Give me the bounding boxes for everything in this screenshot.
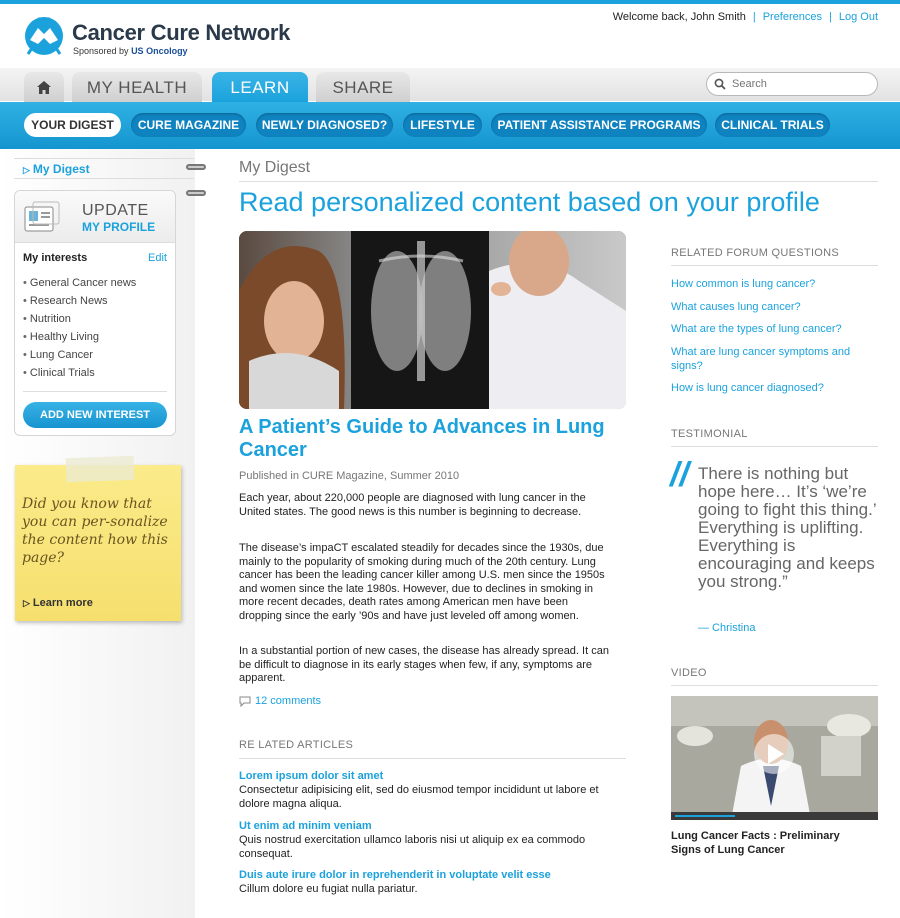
forum-question-link[interactable]: What causes lung cancer? [671,301,801,313]
forum-question-link[interactable]: How common is lung cancer? [671,278,816,290]
nav-your-digest[interactable]: YOUR DIGEST [24,113,121,137]
tab-my-health[interactable]: MY HEALTH [72,72,202,102]
nav-clinical-trials[interactable]: CLINICAL TRIALS [715,113,830,137]
video-thumbnail [671,696,878,820]
related-article-desc: Quis nostrud exercitation ullamco laboris nisi ut aliquip ex ea commodo consequat. [239,834,586,860]
tab-learn[interactable]: LEARN [212,72,308,102]
related-article-desc: Cillum dolore eu fugiat nulla pariatur. [239,883,418,895]
section-title: My Digest [239,159,311,176]
forum-question-link[interactable]: What are lung cancer symptoms and signs? [671,346,851,372]
testimonial-title: TESTIMONIAL [671,428,748,440]
edit-interests-link[interactable]: Edit [148,252,167,264]
sidebar-item-my-digest[interactable] [14,158,194,179]
lung-xray-photo [239,231,626,409]
quote-mark-icon: // [670,456,689,494]
separator: | [752,11,756,23]
nav-newly-diagnosed[interactable]: NEWLY DIAGNOSED? [256,113,393,137]
learn-more-label: Learn more [32,597,93,609]
binder-clip-icon [186,189,208,197]
related-article-title[interactable]: Lorem ipsum dolor sit amet [239,770,384,782]
related-articles-title: RE LATED ARTICLES [239,739,354,751]
article-title-link[interactable]: A Patient’s Guide to Advances in Lung Cancer [239,416,605,461]
sponsor-prefix: Sponsored by [73,46,129,56]
list-item: • Nutrition [23,313,136,331]
search-box[interactable] [706,72,878,96]
nav-patient-assistance[interactable]: PATIENT ASSISTANCE PROGRAMS [491,113,707,137]
binder-clip-icon [186,163,208,171]
page-title: Read personalized content based on your profile [239,187,820,217]
list-item: • Lung Cancer [23,349,136,367]
tape-decoration [66,456,135,482]
list-item: • Clinical Trials [23,367,136,385]
triangle-right-icon: ▷ [23,165,30,175]
comments-count: 12 comments [255,695,322,707]
interests-list [23,277,136,385]
list-item: • General Cancer news [23,277,136,295]
testimonial-author: — Christina [698,622,756,634]
article-meta: Published in CURE Magazine, Summer 2010 [239,470,460,482]
related-article-title[interactable]: Duis aute irure dolor in reprehenderit in voluptate velit esse [239,869,551,881]
forum-questions-title: RELATED FORUM QUESTIONS [671,247,840,259]
video-player[interactable] [671,696,878,820]
divider [671,685,878,686]
home-icon [37,81,51,94]
hands-logo-icon [22,14,66,58]
user-bar [613,11,878,23]
video-title: VIDEO [671,667,707,679]
triangle-right-icon: ▷ [23,598,30,608]
brand-name: Cancer Cure Network [72,20,291,45]
sticky-note-text: Did you know that you can per-sonalize the content how this page? [22,496,168,566]
video-caption[interactable]: Lung Cancer Facts : Preliminary Signs of Lung Cancer [671,830,840,856]
sponsor-line [73,46,188,56]
welcome-text: Welcome back, John Smith [612,11,746,23]
add-new-interest-button[interactable]: ADD NEW INTEREST [23,402,167,428]
testimonial-quote: There is nothing but hope here… It’s ‘we’re going to fight this thing.’ Everything is uplifting. Everything is encouraging and keeps you strong.” [698,464,876,591]
logo[interactable] [22,14,292,60]
nav-cure-magazine[interactable]: CURE MAGAZINE [131,113,246,137]
article-paragraph: In a substantial portion of new cases, the disease has already spread. It can be difficult to diagnose in its early stages when few, if any, symptoms are apparent. [239,645,609,685]
list-item: • Research News [23,295,136,313]
forum-question-link[interactable]: What are the types of lung cancer? [671,323,842,335]
update-profile-box [14,190,176,436]
sidebar-item-label: My Digest [32,162,90,176]
learn-more-link[interactable] [23,597,93,609]
search-input[interactable] [732,76,872,92]
update-profile-header[interactable] [15,191,175,243]
preferences-link[interactable]: Preferences [762,11,822,23]
comment-bubble-icon [239,696,251,707]
sticky-note [15,465,181,621]
related-article-desc: Consectetur adipisicing elit, sed do eiusmod tempor incididunt ut labore et dolore magna aliqua. [239,784,599,810]
article-hero-image[interactable] [239,231,626,409]
top-accent-bar [0,0,900,4]
profile-card-icon [23,199,61,237]
nav-lifestyle[interactable]: LIFESTYLE [403,113,482,137]
comments-link[interactable] [239,695,321,707]
divider [23,391,167,392]
list-item: • Healthy Living [23,331,136,349]
search-icon [714,78,726,90]
separator: | [829,11,832,23]
tab-home[interactable] [24,72,64,102]
article-paragraph: Each year, about 220,000 people are diagnosed with lung cancer in the United states. The good news is this number is beginning to decrease. [239,492,586,518]
divider [671,265,878,266]
sponsor-name: US Oncology [131,46,188,56]
divider [239,758,626,759]
logout-link[interactable]: Log Out [838,11,878,23]
forum-question-link[interactable]: How is lung cancer diagnosed? [671,382,824,394]
divider [671,446,878,447]
related-article-title[interactable]: Ut enim ad minim veniam [239,820,372,832]
tab-share[interactable]: SHARE [316,72,410,102]
divider [239,181,878,182]
my-profile-label: MY PROFILE [82,220,156,234]
interests-title: My interests [23,252,88,264]
update-label: UPDATE [82,202,149,219]
article-paragraph: The disease’s impaCT escalated steadily for decades since the 1930s, due mainly to the popularity of smoking during much of the 20th century. Lung cancer has been the leading cancer killer among U.S. men since the 1950s and women since the late 1980s. However, due to declines in smoking in more recent decades, death rates among American men have been dropping since the early ’90s and have just leveled off among women. [239,542,605,622]
